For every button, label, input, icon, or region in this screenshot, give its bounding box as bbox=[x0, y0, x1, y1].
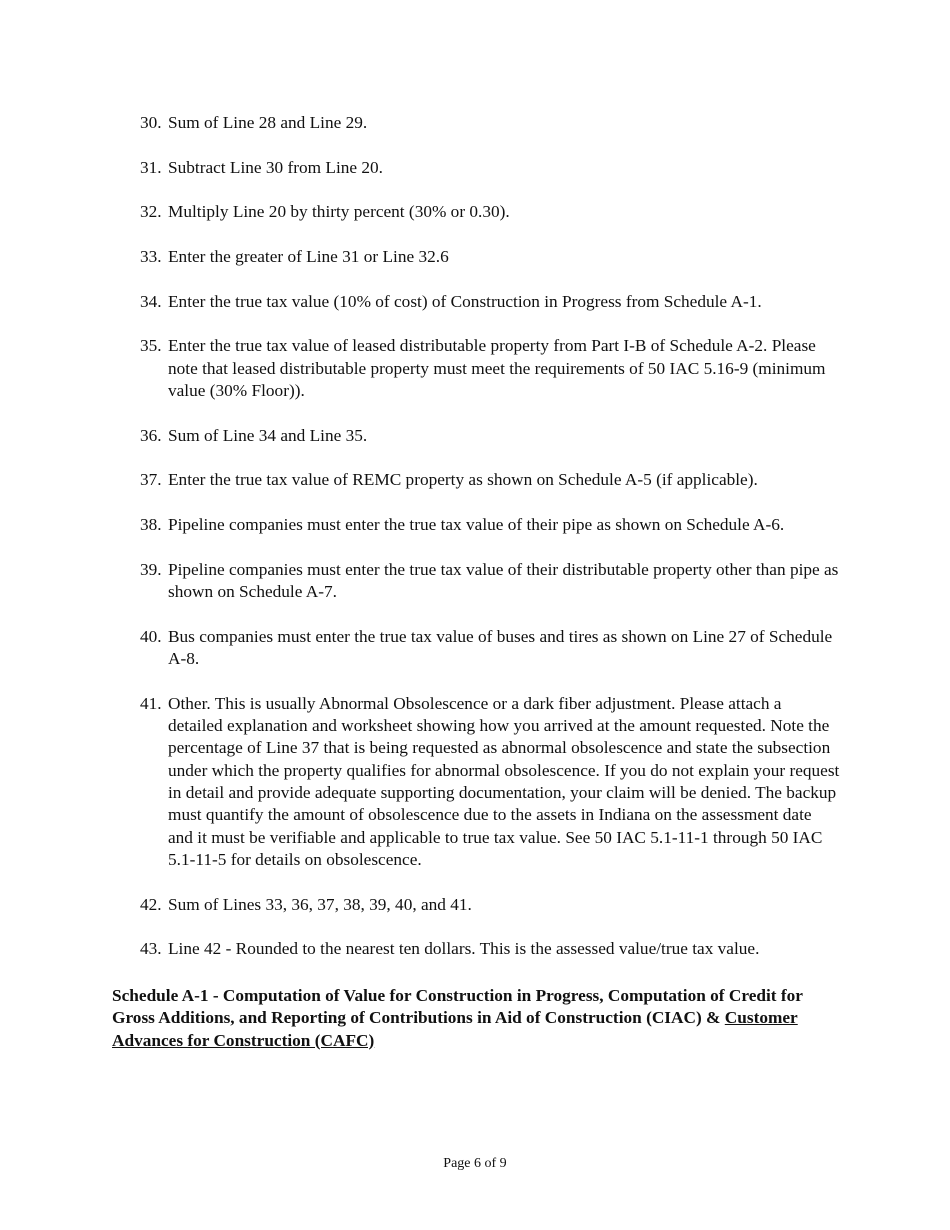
item-text: Sum of Line 34 and Line 35. bbox=[168, 425, 368, 445]
item-text: Enter the true tax value of leased distributable property from Part I-B of Schedule A-2. Please note that leased distributable property must meet the requirements of 50 IAC 5.16-9 (minimum value (30% Floor)). bbox=[168, 336, 826, 401]
item-number: 32. bbox=[140, 202, 162, 222]
item-number: 35. bbox=[140, 336, 162, 356]
item-text: Enter the greater of Line 31 or Line 32.6 bbox=[168, 247, 449, 267]
item-text: Line 42 - Rounded to the nearest ten dollars. This is the assessed value/true tax value. bbox=[168, 939, 760, 959]
item-number: 37. bbox=[140, 470, 162, 490]
instruction-list bbox=[140, 112, 840, 983]
item-number: 39. bbox=[140, 559, 162, 579]
item-number: 33. bbox=[140, 247, 162, 267]
item-text: Enter the true tax value of REMC property as shown on Schedule A-5 (if applicable). bbox=[168, 470, 758, 490]
schedule-heading-part2: Customer Advances for Construction (CAFC) bbox=[112, 1008, 798, 1050]
schedule-heading bbox=[112, 985, 842, 1052]
item-text: Pipeline companies must enter the true tax value of their pipe as shown on Schedule A-6. bbox=[168, 515, 785, 535]
item-text: Other. This is usually Abnormal Obsolescence or a dark fiber adjustment. Please attach a detailed explanation and worksheet showing how you arrived at the amount requested. Note the percentage of Line 37 that is being requested as abnormal obsolescence and state the subsection under which the property qualifies for abnormal obsolescence. If you do not explain your request in detail and provide adequate supporting documentation, your claim will be denied. The backup must quantify the amount of obsolescence due to the assets in Indiana on the assessment date and it must be verifiable and applicable to true tax value. See 50 IAC 5.1-11-1 through 50 IAC 5.1-11-5 for details on obsolescence. bbox=[168, 693, 840, 869]
item-text: Bus companies must enter the true tax value of buses and tires as shown on Line 27 of Schedule A-8. bbox=[168, 626, 833, 669]
item-number: 40. bbox=[140, 626, 162, 646]
list-item bbox=[140, 469, 840, 491]
item-number: 42. bbox=[140, 894, 162, 914]
item-text: Subtract Line 30 from Line 20. bbox=[168, 157, 384, 177]
item-number: 34. bbox=[140, 291, 162, 311]
item-number: 41. bbox=[140, 693, 162, 713]
list-item bbox=[140, 425, 840, 447]
list-item bbox=[140, 246, 840, 268]
item-text: Enter the true tax value (10% of cost) of Construction in Progress from Schedule A-1. bbox=[168, 291, 762, 311]
item-text: Pipeline companies must enter the true tax value of their distributable property other than pipe as shown on Schedule A-7. bbox=[168, 559, 839, 602]
list-item bbox=[140, 559, 840, 604]
list-item bbox=[140, 335, 840, 402]
item-text: Sum of Line 28 and Line 29. bbox=[168, 113, 368, 132]
item-number: 38. bbox=[140, 515, 162, 535]
item-number: 30. bbox=[140, 113, 162, 132]
item-text: Multiply Line 20 by thirty percent (30% or 0.30). bbox=[168, 202, 510, 222]
item-number: 31. bbox=[140, 157, 162, 177]
item-number: 36. bbox=[140, 425, 162, 445]
list-item bbox=[140, 693, 840, 871]
list-item bbox=[140, 626, 840, 671]
item-text: Sum of Lines 33, 36, 37, 38, 39, 40, and 41. bbox=[168, 894, 472, 914]
list-item bbox=[140, 894, 840, 916]
list-item bbox=[140, 514, 840, 536]
list-item bbox=[140, 112, 840, 134]
list-item bbox=[140, 201, 840, 223]
list-item bbox=[140, 157, 840, 179]
schedule-heading-part1: Schedule A-1 - Computation of Value for Construction in Progress, Computation of Credit for Gross Additions, and Reporting of Contributions in Aid of Construction (CIAC) & bbox=[112, 986, 803, 1028]
list-item bbox=[140, 291, 840, 313]
list-item bbox=[140, 938, 840, 960]
item-number: 43. bbox=[140, 939, 162, 959]
page-number: Page 6 of 9 bbox=[443, 1156, 507, 1171]
